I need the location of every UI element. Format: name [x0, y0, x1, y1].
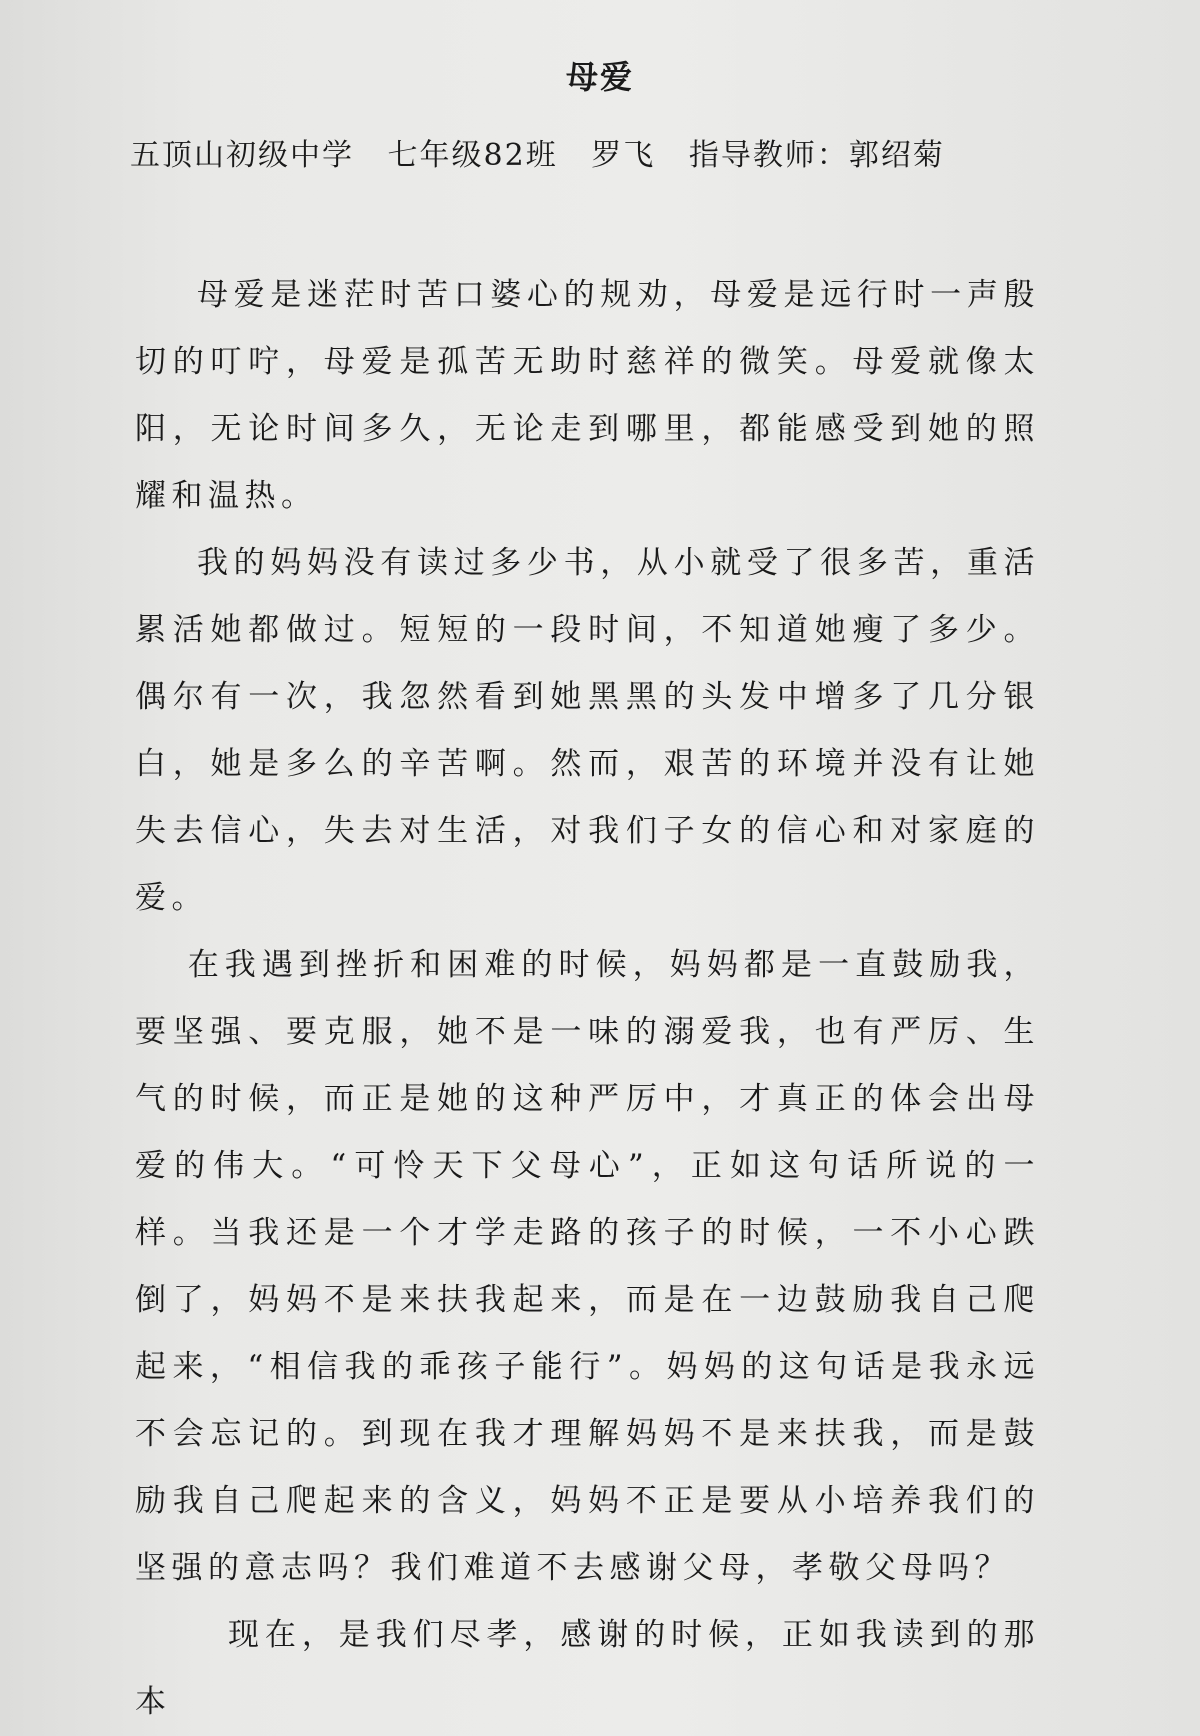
essay-body: [135, 262, 1040, 1736]
paragraph: 现在，是我们尽孝，感谢的时候，正如我读到的那本: [135, 1617, 1040, 1720]
byline-teacher: 指导教师：郭绍菊: [688, 138, 945, 173]
byline-school: 五顶山初级中学: [130, 138, 354, 173]
byline-class: 七年级82班: [387, 138, 558, 173]
paragraph: 母爱是迷茫时苦口婆心的规劝，母爱是远行时一声殷切的叮咛，母爱是孤苦无助时慈祥的微笑。母爱就像太阳，无论时间多久，无论走到哪里，都能感受到她的照耀和温热。: [135, 277, 1040, 514]
paragraph: 我的妈妈没有读过多少书，从小就受了很多苦，重活累活她都做过。短短的一段时间，不知道她瘦了多少。偶尔有一次，我忽然看到她黑黑的头发中增多了几分银白，她是多么的辛苦啊。然而，艰苦的环境并没有让她失去信心，失去对生活，对我们子女的信心和对家庭的爱。: [135, 545, 1040, 916]
byline-author: 罗飞: [591, 138, 656, 173]
document-title: 母爱: [565, 58, 634, 96]
paragraph: 在我遇到挫折和困难的时候，妈妈都是一直鼓励我，要坚强、要克服，她不是一味的溺爱我，也有严厉、生气的时候，而正是她的这种严厉中，才真正的体会出母爱的伟大。“可怜天下父母心”，正如这句话所说的一样。当我还是一个才学走路的孩子的时候，一不小心跌倒了，妈妈不是来扶我起来，而是在一边鼓励我自己爬起来，“相信我的乖孩子能行”。妈妈的这句话是我永远不会忘记的。到现在我才理解妈妈不是来扶我，而是鼓励我自己爬起来的含义，妈妈不正是要从小培养我们的坚强的意志吗？我们难道不去感谢父母，孝敬父母吗？: [135, 947, 1040, 1586]
byline: [130, 130, 967, 174]
